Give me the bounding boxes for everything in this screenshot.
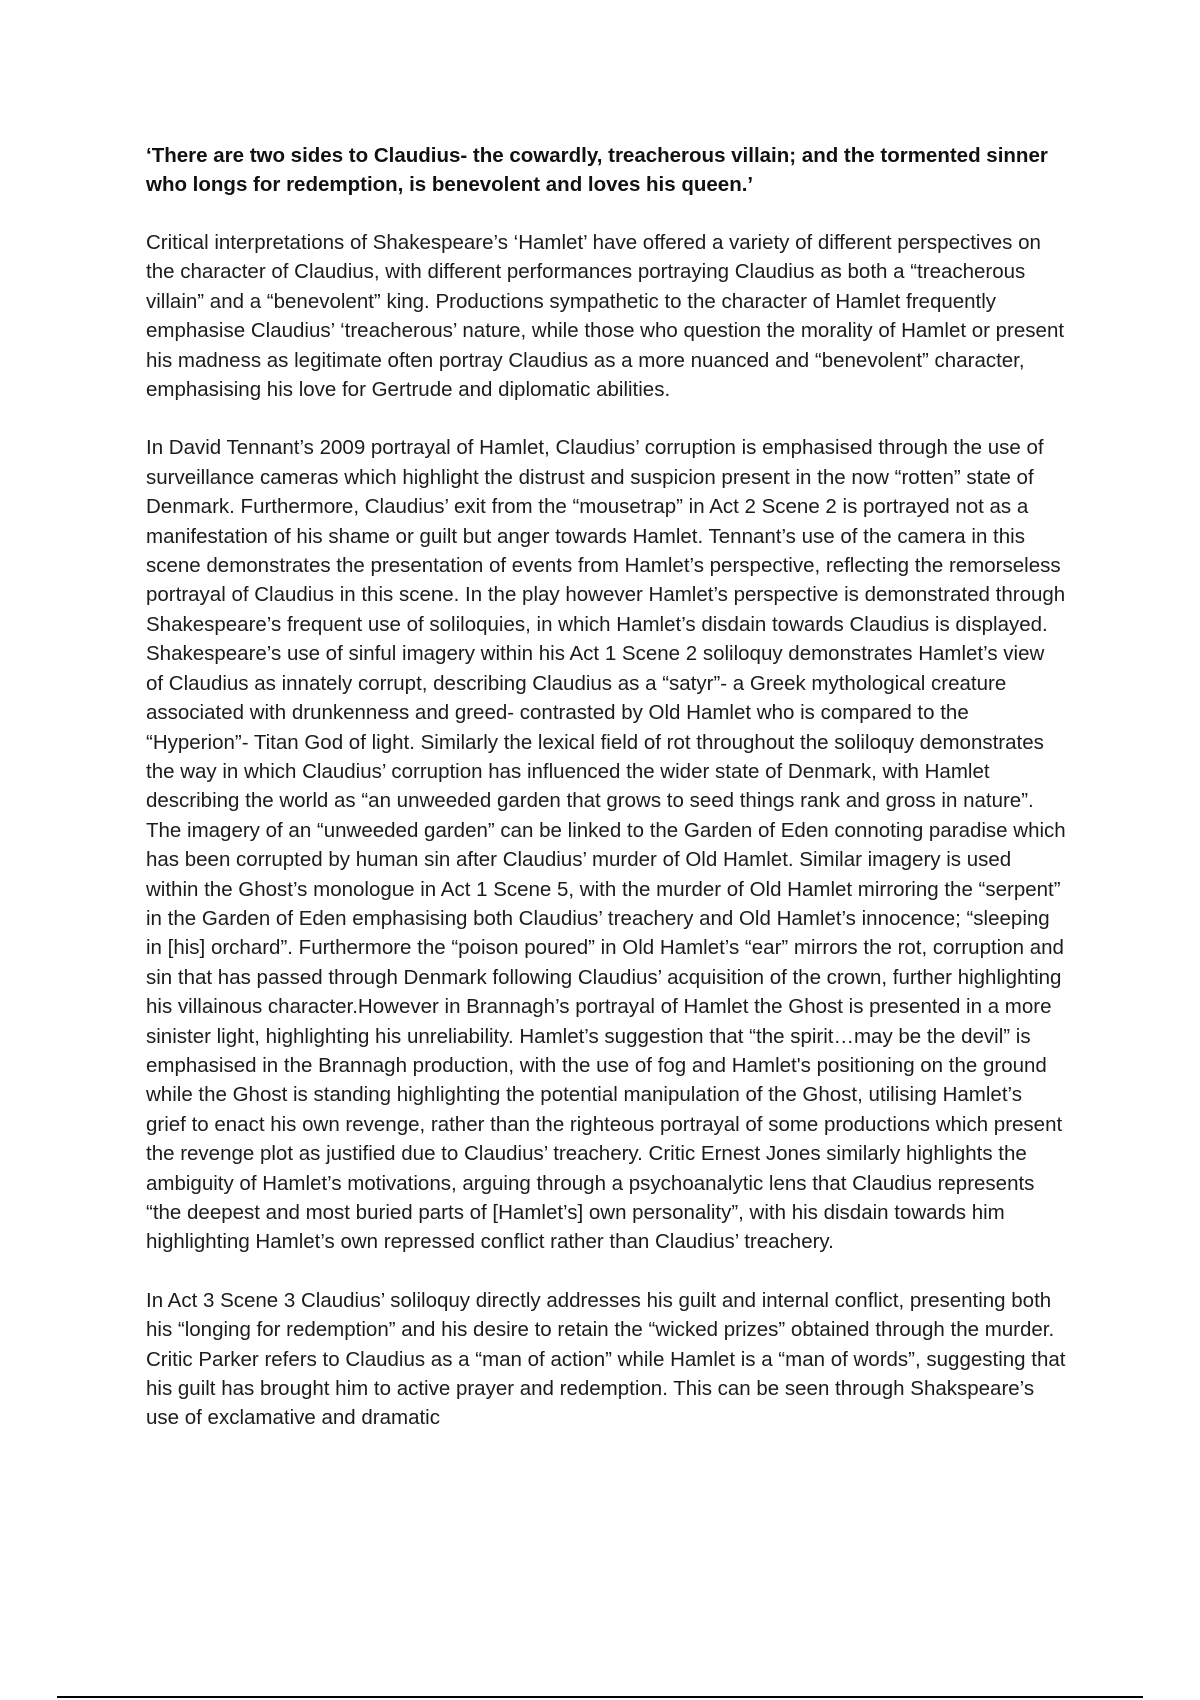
- paragraph-tennant: In David Tennant’s 2009 portrayal of Hamlet, Claudius’ corruption is emphasised through the use of surveillance cameras which highlight the distrust and suspicion present in the now “rotten” state of Denmark. Furthermore, Claudius’ exit from the “mousetrap” in Act 2 Scene 2 is portrayed not as a manifestation of his shame or guilt but anger towards Hamlet. Tennant’s use of the camera in this scene demonstrates the presentation of events from Hamlet’s perspective, reflecting the remorseless portrayal of Claudius in this scene. In the play however Hamlet’s perspective is demonstrated through Shakespeare’s frequent use of soliloquies, in which Hamlet’s disdain towards Claudius is displayed. Shakespeare’s use of sinful imagery within his Act 1 Scene 2 soliloquy demonstrates Hamlet’s view of Claudius as innately corrupt, describing Claudius as a “satyr”- a Greek mythological creature associated with drunkenness and greed- contrasted by Old Hamlet who is compared to the “Hyperion”- Titan God of light. Similarly the lexical field of rot throughout the soliloquy demonstrates the way in which Claudius’ corruption has influenced the wider state of Denmark, with Hamlet describing the world as “an unweeded garden that grows to seed things rank and gross in nature”. The imagery of an “unweeded garden” can be linked to the Garden of Eden connoting paradise which has been corrupted by human sin after Claudius’ murder of Old Hamlet. Similar imagery is used within the Ghost’s monologue in Act 1 Scene 5, with the murder of Old Hamlet mirroring the “serpent” in the Garden of Eden emphasising both Claudius’ treachery and Old Hamlet’s innocence; “sleeping in [his] orchard”. Furthermore the “poison poured” in Old Hamlet’s “ear” mirrors the rot, corruption and sin that has passed through Denmark following Claudius’ acquisition of the crown, further highlighting his villainous character.However in Brannagh’s portrayal of Hamlet the Ghost is presented in a more sinister light, highlighting his unreliability. Hamlet’s suggestion that “the spirit…may be the devil” is emphasised in the Brannagh production, with the use of fog and Hamlet's positioning on the ground while the Ghost is standing highlighting the potential manipulation of the Ghost, utilising Hamlet’s grief to enact his own revenge, rather than the righteous portrayal of some productions which present the revenge plot as justified due to Claudius’ treachery. Critic Ernest Jones similarly highlights the ambiguity of Hamlet’s motivations, arguing through a psychoanalytic lens that Claudius represents “the deepest and most buried parts of [Hamlet’s] own personality”, with his disdain towards him highlighting Hamlet’s own repressed conflict rather than Claudius’ treachery.: [146, 436, 1066, 1254]
- document-body: [146, 141, 1066, 1462]
- paragraph-act3-scene3: In Act 3 Scene 3 Claudius’ soliloquy directly addresses his guilt and internal conflict, presenting both his “longing for redemption” and his desire to retain the “wicked prizes” obtained through the murder. Critic Parker refers to Claudius as a “man of action” while Hamlet is a “man of words”, suggesting that his guilt has brought him to active prayer and redemption. This can be seen through Shakspeare’s use of exclamative and dramatic: [146, 1288, 1066, 1430]
- essay-title: ‘There are two sides to Claudius- the cowardly, treacherous villain; and the tormented sinner who longs for redemption, is benevolent and loves his queen.’: [146, 144, 1048, 196]
- paragraph-intro: Critical interpretations of Shakespeare’s ‘Hamlet’ have offered a variety of different perspectives on the character of Claudius, with different performances portraying Claudius as both a “treacherous villain” and a “benevolent” king. Productions sympathetic to the character of Hamlet frequently emphasise Claudius’ ‘treacherous’ nature, while those who question the morality of Hamlet or present his madness as legitimate often portray Claudius as a more nuanced and “benevolent” character, emphasising his love for Gertrude and diplomatic abilities.: [146, 231, 1065, 402]
- page-bottom-divider: [57, 1696, 1143, 1698]
